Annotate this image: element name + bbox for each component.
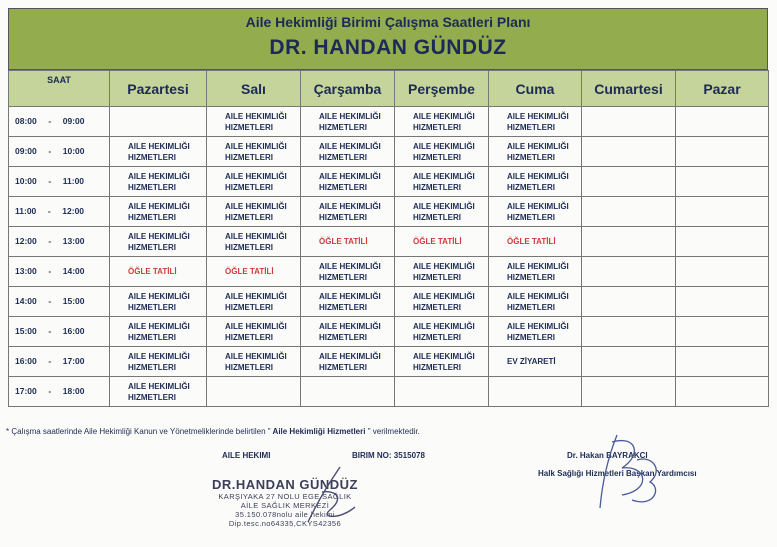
- schedule-cell: [676, 197, 769, 227]
- column-header-saat: SAAT: [9, 71, 110, 107]
- doctor-signature-mark: [300, 462, 370, 537]
- cell-text-line-1: AILE HEKIMLIĞI: [128, 381, 190, 391]
- cell-text-line-1: AILE HEKIMLIĞI: [507, 111, 569, 121]
- cell-text-line-2: HIZMETLERI: [128, 212, 176, 222]
- footnote-prefix: * Çalışma saatlerinde Aile Hekimliği Kanun ve Yönetmeliklerinde belirtilen ": [6, 427, 271, 436]
- schedule-cell: [676, 317, 769, 347]
- schedule-cell: [395, 257, 489, 287]
- time-end: 09:00: [62, 116, 85, 126]
- cell-text-line-1: EV ZİYARETİ: [507, 357, 556, 366]
- cell-text-line-2: HIZMETLERI: [225, 212, 273, 222]
- schedule-cell: [676, 377, 769, 407]
- footnote: [6, 427, 420, 436]
- schedule-title: Aile Hekimliği Birimi Çalışma Saatleri Planı: [245, 14, 531, 30]
- cell-text-line-1: AILE HEKIMLIĞI: [225, 351, 287, 361]
- cell-text-line-1: AILE HEKIMLIĞI: [225, 291, 287, 301]
- lunch-break-label: ÖĞLE TATİLİ: [319, 237, 368, 246]
- doctor-name: DR. HANDAN GÜNDÜZ: [269, 36, 507, 59]
- approver-name: Dr. Hakan BAYRAKCI: [567, 451, 648, 460]
- schedule-row: [9, 377, 769, 407]
- cell-text-line-1: AILE HEKIMLIĞI: [319, 351, 381, 361]
- schedule-cell: [395, 107, 489, 137]
- schedule-cell: [582, 317, 676, 347]
- schedule-sheet: [8, 8, 768, 407]
- cell-text-line-2: HIZMETLERI: [225, 122, 273, 132]
- cell-text-line-2: HIZMETLERI: [507, 272, 555, 282]
- schedule-cell: [489, 257, 582, 287]
- cell-text-line-2: HIZMETLERI: [507, 122, 555, 132]
- cell-text-line-1: AILE HEKIMLIĞI: [413, 291, 475, 301]
- schedule-cell: [582, 227, 676, 257]
- cell-text-line-2: HIZMETLERI: [128, 362, 176, 372]
- schedule-cell: [301, 377, 395, 407]
- cell-text-line-2: HIZMETLERI: [413, 122, 461, 132]
- schedule-cell: [207, 317, 301, 347]
- time-start: 14:00: [15, 296, 37, 306]
- schedule-row: [9, 257, 769, 287]
- cell-text-line-2: HIZMETLERI: [319, 302, 367, 312]
- schedule-cell: [110, 197, 207, 227]
- schedule-cell: [676, 167, 769, 197]
- cell-text-line-2: HIZMETLERI: [319, 362, 367, 372]
- time-end: 11:00: [62, 176, 85, 186]
- schedule-cell: [301, 197, 395, 227]
- time-slot: [9, 377, 110, 407]
- cell-text-line-2: HIZMETLERI: [128, 392, 176, 402]
- time-slot: [9, 287, 110, 317]
- column-header-row: [9, 71, 769, 107]
- cell-text-line-2: HIZMETLERI: [128, 242, 176, 252]
- schedule-cell: [110, 107, 207, 137]
- cell-text-line-1: AILE HEKIMLIĞI: [225, 231, 287, 241]
- cell-text-line-1: AILE HEKIMLIĞI: [507, 141, 569, 151]
- cell-text-line-2: HIZMETLERI: [413, 152, 461, 162]
- cell-text-line-2: HIZMETLERI: [225, 302, 273, 312]
- cell-text-line-1: AILE HEKIMLIĞI: [319, 201, 381, 211]
- schedule-cell: [110, 377, 207, 407]
- cell-text-line-2: HIZMETLERI: [413, 362, 461, 372]
- column-header-1: Pazartesi: [110, 71, 207, 107]
- time-separator: -: [48, 356, 52, 366]
- family-doctor-title: AILE HEKIMI: [222, 451, 271, 460]
- cell-text-line-2: HIZMETLERI: [225, 332, 273, 342]
- cell-text-line-1: AILE HEKIMLIĞI: [319, 111, 381, 121]
- cell-text-line-2: HIZMETLERI: [319, 212, 367, 222]
- schedule-cell: [207, 257, 301, 287]
- schedule-cell: [110, 317, 207, 347]
- schedule-row: [9, 107, 769, 137]
- schedule-cell: [582, 377, 676, 407]
- schedule-cell: [110, 287, 207, 317]
- schedule-cell: [582, 287, 676, 317]
- schedule-cell: [110, 227, 207, 257]
- column-header-3: Çarşamba: [301, 71, 395, 107]
- time-slot: [9, 107, 110, 137]
- cell-text-line-1: AILE HEKIMLIĞI: [413, 111, 475, 121]
- stamp-line-1: KARŞIYAKA 27 NOLU EGE SAĞLIK: [218, 492, 352, 501]
- cell-text-line-1: AILE HEKIMLIĞI: [128, 291, 190, 301]
- schedule-cell: [207, 137, 301, 167]
- schedule-cell: [207, 107, 301, 137]
- time-start: 08:00: [15, 116, 37, 126]
- schedule-cell: [489, 227, 582, 257]
- lunch-break-label: ÖĞLE TATİLİ: [413, 237, 462, 246]
- schedule-cell: [395, 287, 489, 317]
- schedule-cell: [676, 107, 769, 137]
- cell-text-line-1: AILE HEKIMLIĞI: [128, 321, 190, 331]
- time-start: 11:00: [15, 206, 37, 216]
- cell-text-line-2: HIZMETLERI: [319, 332, 367, 342]
- column-header-5: Cuma: [489, 71, 582, 107]
- cell-text-line-1: AILE HEKIMLIĞI: [128, 351, 190, 361]
- cell-text-line-1: AILE HEKIMLIĞI: [413, 141, 475, 151]
- cell-text-line-2: HIZMETLERI: [413, 272, 461, 282]
- cell-text-line-1: AILE HEKIMLIĞI: [319, 261, 381, 271]
- schedule-cell: [207, 287, 301, 317]
- cell-text-line-2: HIZMETLERI: [413, 302, 461, 312]
- time-start: 10:00: [15, 176, 37, 186]
- schedule-cell: [676, 287, 769, 317]
- schedule-cell: [395, 167, 489, 197]
- schedule-cell: [489, 137, 582, 167]
- footnote-emphasis: Aile Hekimliği Hizmetleri: [270, 427, 368, 436]
- stamp-line-2: AİLE SAĞLIK MERKEZİ: [240, 501, 330, 510]
- schedule-row: [9, 347, 769, 377]
- schedule-cell: [301, 257, 395, 287]
- schedule-cell: [395, 347, 489, 377]
- schedule-cell: [489, 167, 582, 197]
- cell-text-line-1: AILE HEKIMLIĞI: [319, 321, 381, 331]
- unit-number: BIRIM NO: 3515078: [352, 451, 425, 460]
- cell-text-line-1: AILE HEKIMLIĞI: [319, 141, 381, 151]
- time-start: 12:00: [15, 236, 37, 246]
- schedule-cell: [301, 107, 395, 137]
- cell-text-line-1: AILE HEKIMLIĞI: [507, 291, 569, 301]
- cell-text-line-2: HIZMETLERI: [225, 182, 273, 192]
- schedule-table: [8, 70, 769, 407]
- cell-text-line-2: HIZMETLERI: [319, 152, 367, 162]
- cell-text-line-1: AILE HEKIMLIĞI: [128, 141, 190, 151]
- schedule-cell: [110, 137, 207, 167]
- cell-text-line-1: AILE HEKIMLIĞI: [128, 171, 190, 181]
- schedule-row: [9, 197, 769, 227]
- time-start: 09:00: [15, 146, 37, 156]
- schedule-cell: [207, 347, 301, 377]
- time-separator: -: [48, 116, 52, 126]
- footnote-suffix: " verilmektedir.: [367, 427, 420, 436]
- cell-text-line-1: AILE HEKIMLIĞI: [319, 171, 381, 181]
- schedule-cell: [395, 227, 489, 257]
- time-start: 17:00: [15, 386, 37, 396]
- schedule-cell: [676, 227, 769, 257]
- cell-text-line-1: AILE HEKIMLIĞI: [225, 141, 287, 151]
- time-end: 13:00: [62, 236, 85, 246]
- column-header-4: Perşembe: [395, 71, 489, 107]
- lunch-break-label: ÖĞLE TATİLİ: [225, 267, 274, 276]
- schedule-cell: [395, 377, 489, 407]
- cell-text-line-1: AILE HEKIMLIĞI: [413, 351, 475, 361]
- cell-text-line-2: HIZMETLERI: [225, 362, 273, 372]
- schedule-row: [9, 227, 769, 257]
- approver-title: Halk Sağlığı Hizmetleri Başkan Yardımcısı: [538, 469, 697, 478]
- schedule-header: [8, 8, 768, 70]
- cell-text-line-2: HIZMETLERI: [225, 152, 273, 162]
- stamp-line-3: 35.150.078nolu aile hekimi: [235, 510, 335, 519]
- time-separator: -: [48, 296, 52, 306]
- cell-text-line-2: HIZMETLERI: [128, 332, 176, 342]
- time-slot: [9, 167, 110, 197]
- time-end: 17:00: [62, 356, 85, 366]
- schedule-row: [9, 287, 769, 317]
- cell-text-line-2: HIZMETLERI: [128, 182, 176, 192]
- time-separator: -: [48, 146, 52, 156]
- schedule-cell: [301, 167, 395, 197]
- cell-text-line-2: HIZMETLERI: [319, 272, 367, 282]
- time-separator: -: [48, 236, 52, 246]
- cell-text-line-1: AILE HEKIMLIĞI: [413, 171, 475, 181]
- schedule-cell: [110, 347, 207, 377]
- schedule-cell: [582, 347, 676, 377]
- cell-text-line-1: AILE HEKIMLIĞI: [225, 171, 287, 181]
- lunch-break-label: ÖĞLE TATİLİ: [128, 267, 177, 276]
- column-header-7: Pazar: [676, 71, 769, 107]
- stamp-name: DR.HANDAN GÜNDÜZ: [212, 477, 358, 492]
- cell-text-line-1: AILE HEKIMLIĞI: [507, 261, 569, 271]
- schedule-cell: [582, 197, 676, 227]
- schedule-cell: [489, 197, 582, 227]
- schedule-cell: [301, 287, 395, 317]
- schedule-cell: [110, 167, 207, 197]
- time-end: 18:00: [62, 386, 85, 396]
- schedule-cell: [489, 287, 582, 317]
- schedule-body: [9, 107, 769, 407]
- cell-text-line-2: HIZMETLERI: [319, 182, 367, 192]
- time-start: 16:00: [15, 356, 37, 366]
- schedule-cell: [582, 107, 676, 137]
- time-end: 10:00: [62, 146, 85, 156]
- cell-text-line-2: HIZMETLERI: [507, 332, 555, 342]
- cell-text-line-2: HIZMETLERI: [507, 302, 555, 312]
- time-separator: -: [48, 266, 52, 276]
- schedule-cell: [301, 137, 395, 167]
- schedule-cell: [676, 347, 769, 377]
- time-slot: [9, 197, 110, 227]
- cell-text-line-1: AILE HEKIMLIĞI: [225, 321, 287, 331]
- cell-text-line-1: AILE HEKIMLIĞI: [507, 171, 569, 181]
- schedule-row: [9, 317, 769, 347]
- schedule-cell: [582, 137, 676, 167]
- schedule-cell: [489, 347, 582, 377]
- cell-text-line-2: HIZMETLERI: [413, 332, 461, 342]
- schedule-cell: [489, 317, 582, 347]
- schedule-cell: [301, 227, 395, 257]
- cell-text-line-2: HIZMETLERI: [507, 212, 555, 222]
- schedule-cell: [582, 257, 676, 287]
- time-end: 16:00: [62, 326, 85, 336]
- schedule-cell: [489, 107, 582, 137]
- time-slot: [9, 137, 110, 167]
- schedule-cell: [582, 167, 676, 197]
- time-separator: -: [48, 176, 52, 186]
- schedule-cell: [207, 227, 301, 257]
- cell-text-line-2: HIZMETLERI: [507, 152, 555, 162]
- cell-text-line-1: AILE HEKIMLIĞI: [413, 201, 475, 211]
- schedule-cell: [395, 137, 489, 167]
- approver-signature-mark: [592, 430, 672, 515]
- time-slot: [9, 347, 110, 377]
- schedule-cell: [207, 167, 301, 197]
- schedule-cell: [395, 317, 489, 347]
- time-start: 15:00: [15, 326, 37, 336]
- cell-text-line-1: AILE HEKIMLIĞI: [319, 291, 381, 301]
- cell-text-line-1: AILE HEKIMLIĞI: [507, 201, 569, 211]
- cell-text-line-1: AILE HEKIMLIĞI: [225, 201, 287, 211]
- time-separator: -: [47, 206, 51, 216]
- cell-text-line-1: AILE HEKIMLIĞI: [225, 111, 287, 121]
- schedule-cell: [110, 257, 207, 287]
- cell-text-line-2: HIZMETLERI: [413, 212, 461, 222]
- time-start: 13:00: [15, 266, 37, 276]
- schedule-cell: [489, 377, 582, 407]
- cell-text-line-2: HIZMETLERI: [128, 152, 176, 162]
- cell-text-line-1: AILE HEKIMLIĞI: [128, 201, 190, 211]
- cell-text-line-1: AILE HEKIMLIĞI: [507, 321, 569, 331]
- cell-text-line-2: HIZMETLERI: [319, 122, 367, 132]
- time-slot: [9, 257, 110, 287]
- schedule-cell: [301, 317, 395, 347]
- cell-text-line-2: HIZMETLERI: [413, 182, 461, 192]
- lunch-break-label: ÖĞLE TATİLİ: [507, 237, 556, 246]
- schedule-cell: [676, 137, 769, 167]
- schedule-cell: [301, 347, 395, 377]
- cell-text-line-2: HIZMETLERI: [507, 182, 555, 192]
- time-end: 15:00: [62, 296, 85, 306]
- time-separator: -: [48, 386, 52, 396]
- column-header-2: Salı: [207, 71, 301, 107]
- time-slot: [9, 227, 110, 257]
- time-slot: [9, 317, 110, 347]
- schedule-cell: [207, 377, 301, 407]
- schedule-row: [9, 137, 769, 167]
- cell-text-line-1: AILE HEKIMLIĞI: [413, 321, 475, 331]
- time-end: 12:00: [62, 206, 85, 216]
- schedule-row: [9, 167, 769, 197]
- time-separator: -: [48, 326, 52, 336]
- time-end: 14:00: [62, 266, 85, 276]
- stamp-line-4: Dip.tesc.no64335,CKYS42356: [228, 519, 342, 528]
- schedule-cell: [207, 197, 301, 227]
- schedule-cell: [676, 257, 769, 287]
- cell-text-line-1: AILE HEKIMLIĞI: [128, 231, 190, 241]
- cell-text-line-2: HIZMETLERI: [128, 302, 176, 312]
- cell-text-line-1: AILE HEKIMLIĞI: [413, 261, 475, 271]
- column-header-6: Cumartesi: [582, 71, 676, 107]
- schedule-cell: [395, 197, 489, 227]
- cell-text-line-2: HIZMETLERI: [225, 242, 273, 252]
